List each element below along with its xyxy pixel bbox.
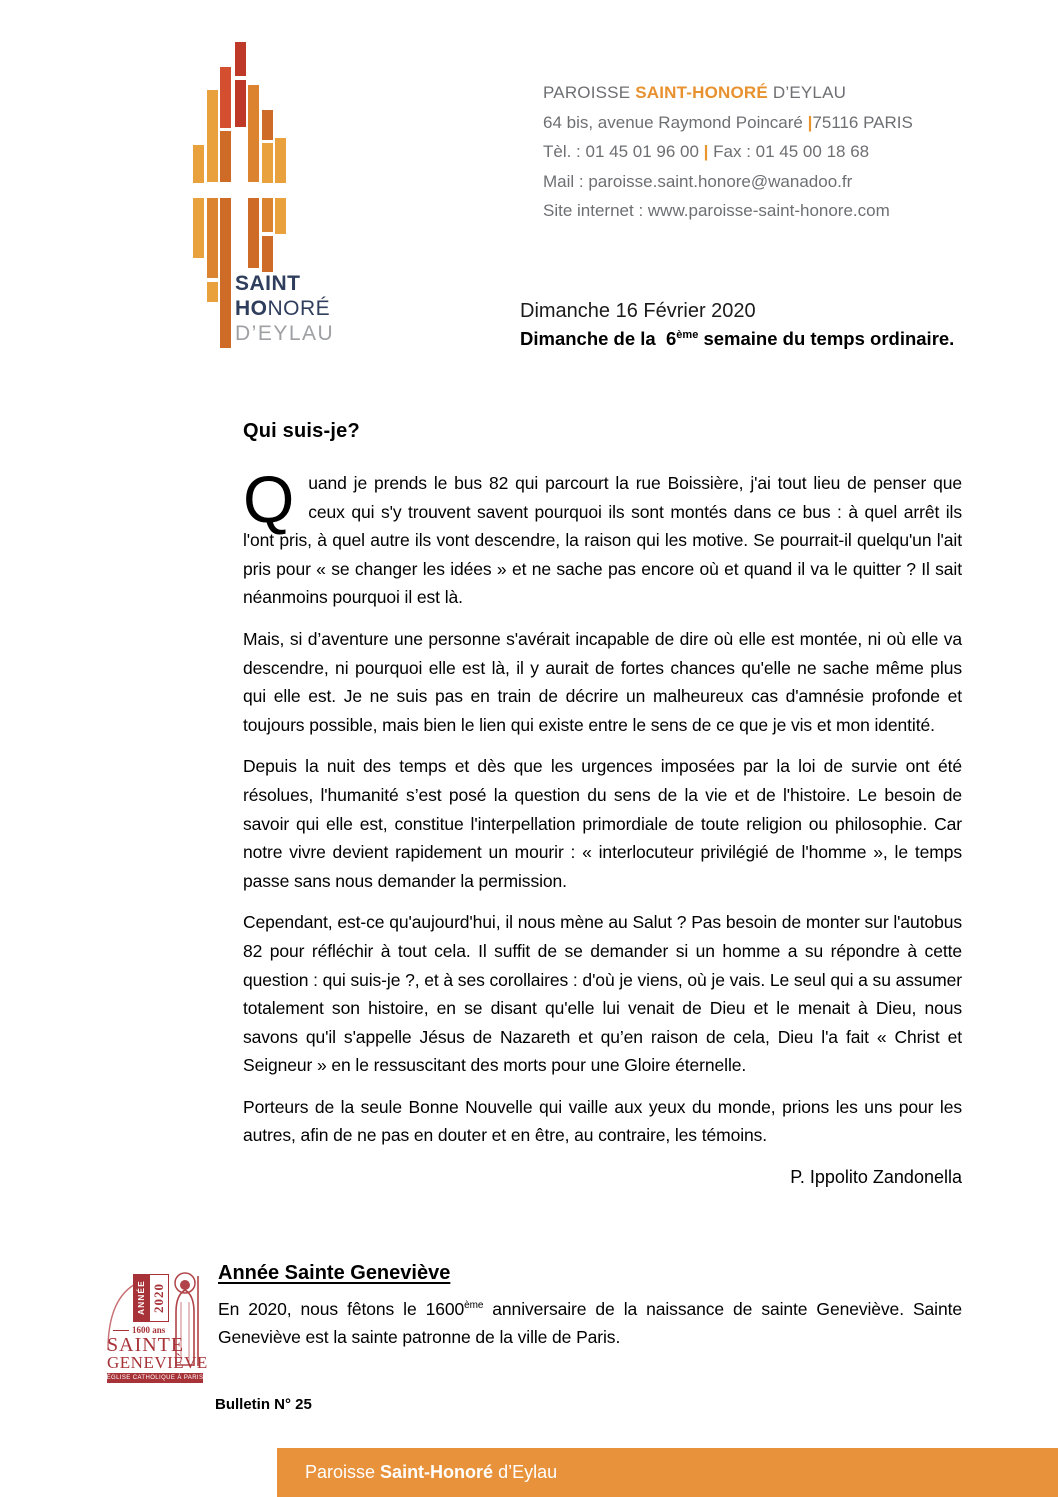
badge-genevieve-word: GENEVIÈVE — [107, 1353, 208, 1372]
logo-bar — [248, 198, 259, 268]
parish-name: PAROISSE SAINT-HONORÉ D’EYLAU — [543, 83, 847, 102]
genevieve-section-text: En 2020, nous fêtons le 1600ème anniversaire de la naissance de sainte Geneviève. Sainte Geneviève est la sainte patronne de la ville de Paris. — [218, 1298, 962, 1348]
author-signature: P. Ippolito Zandonella — [790, 1167, 962, 1188]
badge-sainte-word: SAINTE — [107, 1334, 185, 1356]
logo-bar — [220, 131, 231, 182]
logo-bar — [207, 282, 218, 302]
article-title: Qui suis-je? — [243, 420, 360, 442]
logo-line-honore: HONORÉ — [235, 297, 331, 320]
article-paragraph-2: Mais, si d’aventure une personne s'avérait incapable de dire où elle est montée, ni où elle va descendre, ni pourquoi elle est là, il y aurait de fortes chances qu'elle ne sache même plus qui elle est. Je ne suis pas en train de décrire un malheureux cas d'amnésie profonde et toujours possible, mais bien le lien qui existe entre le sens de ce que je vis et mon identité. — [243, 628, 962, 735]
article-paragraph-3: Depuis la nuit des temps et dès que les urgences imposées par la loi de survie ont été résolues, l'humanité s’est posé la question du sens de la vie et de l'histoire. Le besoin de savoir qui elle est, constitue l'interpellation primordiale de toute religion ou philosophie. Car notre vivre devient rapidement un mourir : « interlocuteur privilégié de l'homme », le temps passe sans nous demander la permission. — [243, 756, 962, 891]
article-paragraph-1: Quand je prends le bus 82 qui parcourt la rue Boissière, j'ai tout lieu de penser que ceux qui s'y trouvent savent pourquoi ils sont montés dans ce bus : à quel arrêt ils l'ont pris, à quel autre ils vont descendre, la raison qui les motive. Se pourrait-il quelqu'un l'ait pris pour « se changer les idées » et ne sache pas encore où et quand il va le quitter ? Il sait néanmoins pourquoi il est là. — [243, 462, 962, 608]
logo-wordmark — [235, 271, 334, 346]
website-line: Site internet : www.paroisse-saint-honore.com — [543, 201, 890, 220]
badge-1600-ans: 1600 ans — [113, 1325, 165, 1335]
logo-bar — [220, 67, 231, 128]
mail-line: Mail : paroisse.saint.honore@wanadoo.fr — [543, 171, 853, 191]
parish-logo — [190, 30, 400, 360]
logo-bar — [193, 198, 204, 258]
phone-line: Tèl. : 01 45 01 96 00 | Fax : 01 45 00 18 68 — [543, 142, 870, 161]
article-paragraph-5: Porteurs de la seule Bonne Nouvelle qui vaille aux yeux du monde, prions les uns pour les autres, afin de ne pas en douter et en être, au contraire, les témoins. — [243, 1096, 962, 1146]
logo-bar — [220, 198, 231, 348]
date-line: Dimanche 16 Février 2020 — [520, 300, 756, 322]
address-line: 64 bis, avenue Raymond Poincaré |75116 PARIS — [543, 112, 913, 132]
logo-bar — [193, 145, 204, 183]
logo-line-deylau: D’EYLAU — [235, 322, 335, 345]
logo-bar — [262, 236, 273, 272]
badge-dash — [113, 1330, 129, 1331]
logo-line-saint: SAINT — [235, 272, 301, 295]
footer-bar — [277, 1448, 1058, 1497]
footer-parish-name: Paroisse Saint-Honoré d’Eylau — [305, 1462, 558, 1482]
badge-year-label: 2020 — [149, 1274, 169, 1322]
logo-bar — [235, 80, 246, 127]
editorial-article — [243, 420, 962, 1188]
header-contact-block — [543, 78, 963, 226]
separator-pipe: | — [807, 112, 813, 132]
logo-bar — [207, 198, 218, 278]
liturgical-day-line: Dimanche de la 6ème semaine du temps ordinaire. — [520, 328, 955, 349]
logo-bar — [275, 198, 286, 234]
logo-bar — [275, 138, 286, 183]
article-paragraph-4: Cependant, est-ce qu'aujourd'hui, il nous mène au Salut ? Pas besoin de monter sur l'autobus 82 pour réfléchir à tout cela. Il suffit de se demander si un homme a su répondre à cette question : qui suis-je ?, et à ses corollaires : d'où je viens, où je vais. Le seul qui a su assumer totalement son histoire, en se disant qu'elle lui venait de Dieu et le menait à Dieu, nous savons qu'il s'appelle Jésus de Nazareth et qu’en raison de cela, Dieu l'a fait « Christ et Seigneur » en le ressuscitant des morts pour une Gloire éternelle. — [243, 912, 963, 1076]
badge-year-box — [133, 1274, 169, 1322]
date-block — [520, 300, 954, 350]
separator-pipe: | — [703, 142, 709, 161]
logo-bar — [207, 90, 218, 182]
badge-annee-label: ANNÉE — [133, 1274, 149, 1322]
bulletin-number: Bulletin N° 25 — [215, 1396, 312, 1413]
logo-bar — [235, 42, 246, 76]
logo-bar — [262, 198, 273, 232]
dropcap-q: Q — [243, 462, 295, 536]
logo-bar — [262, 143, 273, 183]
logo-bar — [248, 85, 259, 182]
logo-bar — [262, 110, 273, 140]
genevieve-section-heading: Année Sainte Geneviève — [218, 1262, 451, 1284]
parish-name-accent: SAINT-HONORÉ — [635, 83, 768, 102]
sainte-genevieve-badge — [105, 1268, 208, 1390]
badge-banner: ÉGLISE CATHOLIQUE À PARIS — [106, 1375, 204, 1381]
